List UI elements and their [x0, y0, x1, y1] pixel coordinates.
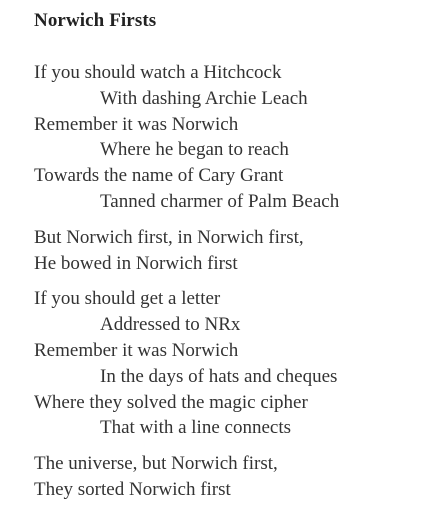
poem-line: Remember it was Norwich	[34, 339, 239, 361]
poem-line-indented: Where he began to reach	[100, 139, 289, 161]
poem-line-indented: Addressed to NRx	[100, 314, 241, 336]
stanza-3	[34, 286, 426, 441]
poem-line: But Norwich first, in Norwich first,	[34, 226, 304, 248]
poem-line: Towards the name of Cary Grant	[34, 165, 284, 187]
poem-line-indented: That with a line connects	[100, 417, 291, 439]
poem-title: Norwich Firsts	[34, 10, 157, 31]
poem-line: If you should watch a Hitchcock	[34, 62, 282, 83]
poem-line-indented: In the days of hats and cheques	[100, 365, 338, 387]
stanza-2-refrain	[34, 225, 426, 277]
poem-line: He bowed in Norwich first	[34, 252, 238, 274]
poem-line: Where they solved the magic cipher	[34, 391, 308, 413]
poem-line: The universe, but Norwich first,	[34, 453, 278, 475]
stanza-4-refrain	[34, 451, 426, 503]
poem-line: If you should get a letter	[34, 288, 221, 310]
poem-line-indented: With dashing Archie Leach	[100, 87, 308, 109]
poem-line: Remember it was Norwich	[34, 113, 239, 135]
poem-line-indented: Tanned charmer of Palm Beach	[100, 190, 340, 212]
poem-page	[34, 8, 426, 503]
poem-line: They sorted Norwich first	[34, 478, 231, 500]
stanza-1	[34, 60, 426, 215]
